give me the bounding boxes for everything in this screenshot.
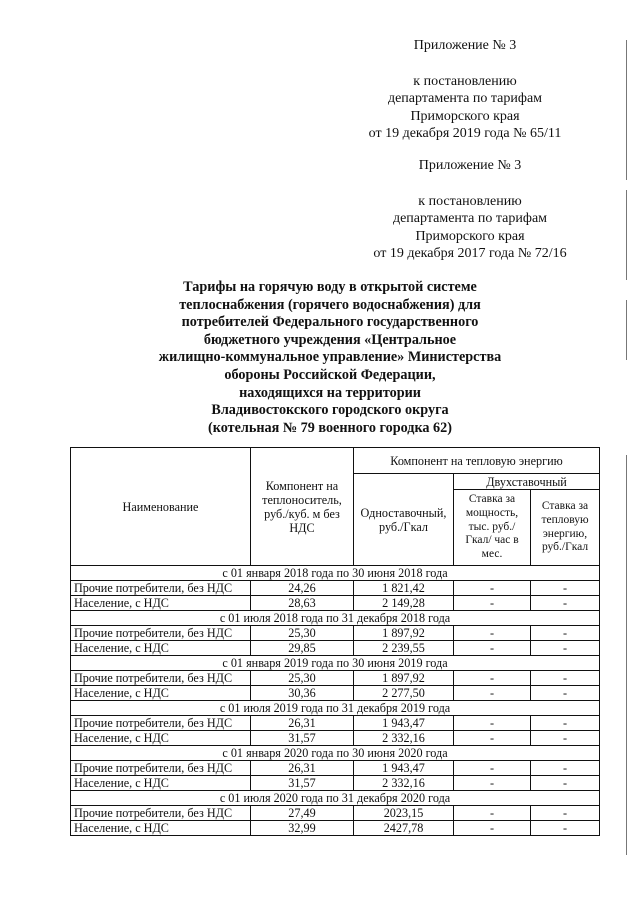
cell-capacity-rate: - <box>454 716 531 731</box>
tariff-table-wrap <box>70 447 599 836</box>
annex-current-line: от 19 декабря 2019 года № 65/11 <box>368 126 562 141</box>
period-label: с 01 июля 2020 года по 31 декабря 2020 года <box>71 791 600 806</box>
cell-energy-rate: - <box>531 716 600 731</box>
cell-single-rate: 2 332,16 <box>354 731 454 746</box>
cell-energy-rate: - <box>531 671 600 686</box>
table-row <box>71 596 600 611</box>
cell-capacity-rate: - <box>454 821 531 836</box>
annex-original-line: департамента по тарифам <box>392 211 548 226</box>
cell-energy-rate: - <box>531 806 600 821</box>
cell-energy-rate: - <box>531 821 600 836</box>
period-row <box>71 746 600 761</box>
annex-original <box>350 157 590 263</box>
cell-name: Прочие потребители, без НДС <box>71 626 251 641</box>
cell-single-rate: 2 332,16 <box>354 776 454 791</box>
period-label: с 01 января 2020 года по 30 июня 2020 года <box>71 746 600 761</box>
cell-single-rate: 1 943,47 <box>354 716 454 731</box>
cell-name: Население, с НДС <box>71 776 251 791</box>
cell-carrier: 31,57 <box>251 776 354 791</box>
header-single-rate: Одноставочный, руб./Гкал <box>354 474 454 566</box>
cell-capacity-rate: - <box>454 761 531 776</box>
cell-single-rate: 2023,15 <box>354 806 454 821</box>
cell-capacity-rate: - <box>454 641 531 656</box>
cell-name: Население, с НДС <box>71 821 251 836</box>
scan-edge-line <box>626 40 627 180</box>
table-row <box>71 776 600 791</box>
cell-energy-rate: - <box>531 596 600 611</box>
cell-single-rate: 1 821,42 <box>354 581 454 596</box>
cell-energy-rate: - <box>531 641 600 656</box>
cell-energy-rate: - <box>531 686 600 701</box>
cell-carrier: 31,57 <box>251 731 354 746</box>
cell-name: Прочие потребители, без НДС <box>71 761 251 776</box>
table-row <box>71 686 600 701</box>
cell-capacity-rate: - <box>454 686 531 701</box>
cell-single-rate: 1 897,92 <box>354 671 454 686</box>
header-energy-rate: Ставка за тепловую энергию, руб./Гкал <box>531 490 600 566</box>
period-label: с 01 января 2019 года по 30 июня 2019 года <box>71 656 600 671</box>
cell-name: Население, с НДС <box>71 641 251 656</box>
cell-single-rate: 1 897,92 <box>354 626 454 641</box>
table-row <box>71 731 600 746</box>
table-row <box>71 626 600 641</box>
scan-edge-line <box>626 190 627 280</box>
header-carrier: Компонент на теплоноситель, руб./куб. м без НДС <box>251 448 354 566</box>
cell-name: Прочие потребители, без НДС <box>71 581 251 596</box>
cell-name: Население, с НДС <box>71 731 251 746</box>
cell-carrier: 28,63 <box>251 596 354 611</box>
cell-single-rate: 2 239,55 <box>354 641 454 656</box>
annex-current <box>340 37 590 143</box>
cell-carrier: 29,85 <box>251 641 354 656</box>
annex-original-line: от 19 декабря 2017 года № 72/16 <box>373 246 567 261</box>
cell-carrier: 26,31 <box>251 761 354 776</box>
table-row <box>71 641 600 656</box>
cell-name: Население, с НДС <box>71 686 251 701</box>
cell-name: Прочие потребители, без НДС <box>71 716 251 731</box>
annex-original-heading: Приложение № 3 <box>418 158 522 173</box>
title-line: потребителей Федерального государственного <box>181 314 479 331</box>
header-capacity-rate: Ставка за мощность, тыс. руб./Гкал/ час в мес. <box>454 490 531 566</box>
title-line: жилищно-коммунальное управление» Министерства <box>158 349 502 366</box>
cell-capacity-rate: - <box>454 806 531 821</box>
period-label: с 01 июля 2018 года по 31 декабря 2018 года <box>71 611 600 626</box>
cell-energy-rate: - <box>531 626 600 641</box>
cell-single-rate: 2 277,50 <box>354 686 454 701</box>
cell-carrier: 27,49 <box>251 806 354 821</box>
cell-capacity-rate: - <box>454 626 531 641</box>
table-row <box>71 761 600 776</box>
cell-energy-rate: - <box>531 761 600 776</box>
cell-carrier: 26,31 <box>251 716 354 731</box>
cell-name: Население, с НДС <box>71 596 251 611</box>
cell-carrier: 24,26 <box>251 581 354 596</box>
period-row <box>71 701 600 716</box>
table-row <box>71 716 600 731</box>
cell-name: Прочие потребители, без НДС <box>71 806 251 821</box>
cell-energy-rate: - <box>531 581 600 596</box>
cell-single-rate: 2 149,28 <box>354 596 454 611</box>
scan-edge-line <box>626 455 627 855</box>
cell-capacity-rate: - <box>454 671 531 686</box>
title-line: (котельная № 79 военного городка 62) <box>208 419 452 436</box>
header-two-rate: Двухставочный <box>454 474 600 490</box>
cell-carrier: 25,30 <box>251 671 354 686</box>
title-line: находящихся на территории <box>239 384 421 401</box>
scan-edge-line <box>626 300 627 360</box>
title-line: Тарифы на горячую воду в открытой системе <box>183 279 477 295</box>
table-row <box>71 821 600 836</box>
period-label: с 01 января 2018 года по 30 июня 2018 года <box>71 566 600 581</box>
cell-capacity-rate: - <box>454 581 531 596</box>
cell-energy-rate: - <box>531 776 600 791</box>
table-row <box>71 581 600 596</box>
cell-carrier: 32,99 <box>251 821 354 836</box>
annex-current-line: Приморского края <box>410 108 520 124</box>
cell-capacity-rate: - <box>454 776 531 791</box>
cell-capacity-rate: - <box>454 731 531 746</box>
cell-capacity-rate: - <box>454 596 531 611</box>
period-label: с 01 июля 2019 года по 31 декабря 2019 года <box>71 701 600 716</box>
table-row <box>71 671 600 686</box>
document-title <box>70 279 590 437</box>
title-line: бюджетного учреждения «Центральное <box>203 331 457 348</box>
cell-carrier: 25,30 <box>251 626 354 641</box>
period-row <box>71 566 600 581</box>
cell-single-rate: 1 943,47 <box>354 761 454 776</box>
period-row <box>71 611 600 626</box>
annex-current-line: к постановлению <box>413 73 517 89</box>
table-row <box>71 806 600 821</box>
header-name: Наименование <box>71 448 251 566</box>
annex-original-line: Приморского края <box>415 228 525 244</box>
title-line: Владивостокского городского округа <box>211 402 449 419</box>
period-row <box>71 791 600 806</box>
title-line: теплоснабжения (горячего водоснабжения) для <box>179 296 481 313</box>
cell-single-rate: 2427,78 <box>354 821 454 836</box>
annex-original-line: к постановлению <box>418 193 522 209</box>
header-energy-group: Компонент на тепловую энергию <box>354 448 600 474</box>
annex-current-line: департамента по тарифам <box>387 91 543 106</box>
tariff-table <box>70 447 600 836</box>
cell-carrier: 30,36 <box>251 686 354 701</box>
cell-energy-rate: - <box>531 731 600 746</box>
cell-name: Прочие потребители, без НДС <box>71 671 251 686</box>
period-row <box>71 656 600 671</box>
title-line: обороны Российской Федерации, <box>224 366 436 383</box>
annex-current-heading: Приложение № 3 <box>413 38 517 53</box>
table-body <box>71 566 600 836</box>
